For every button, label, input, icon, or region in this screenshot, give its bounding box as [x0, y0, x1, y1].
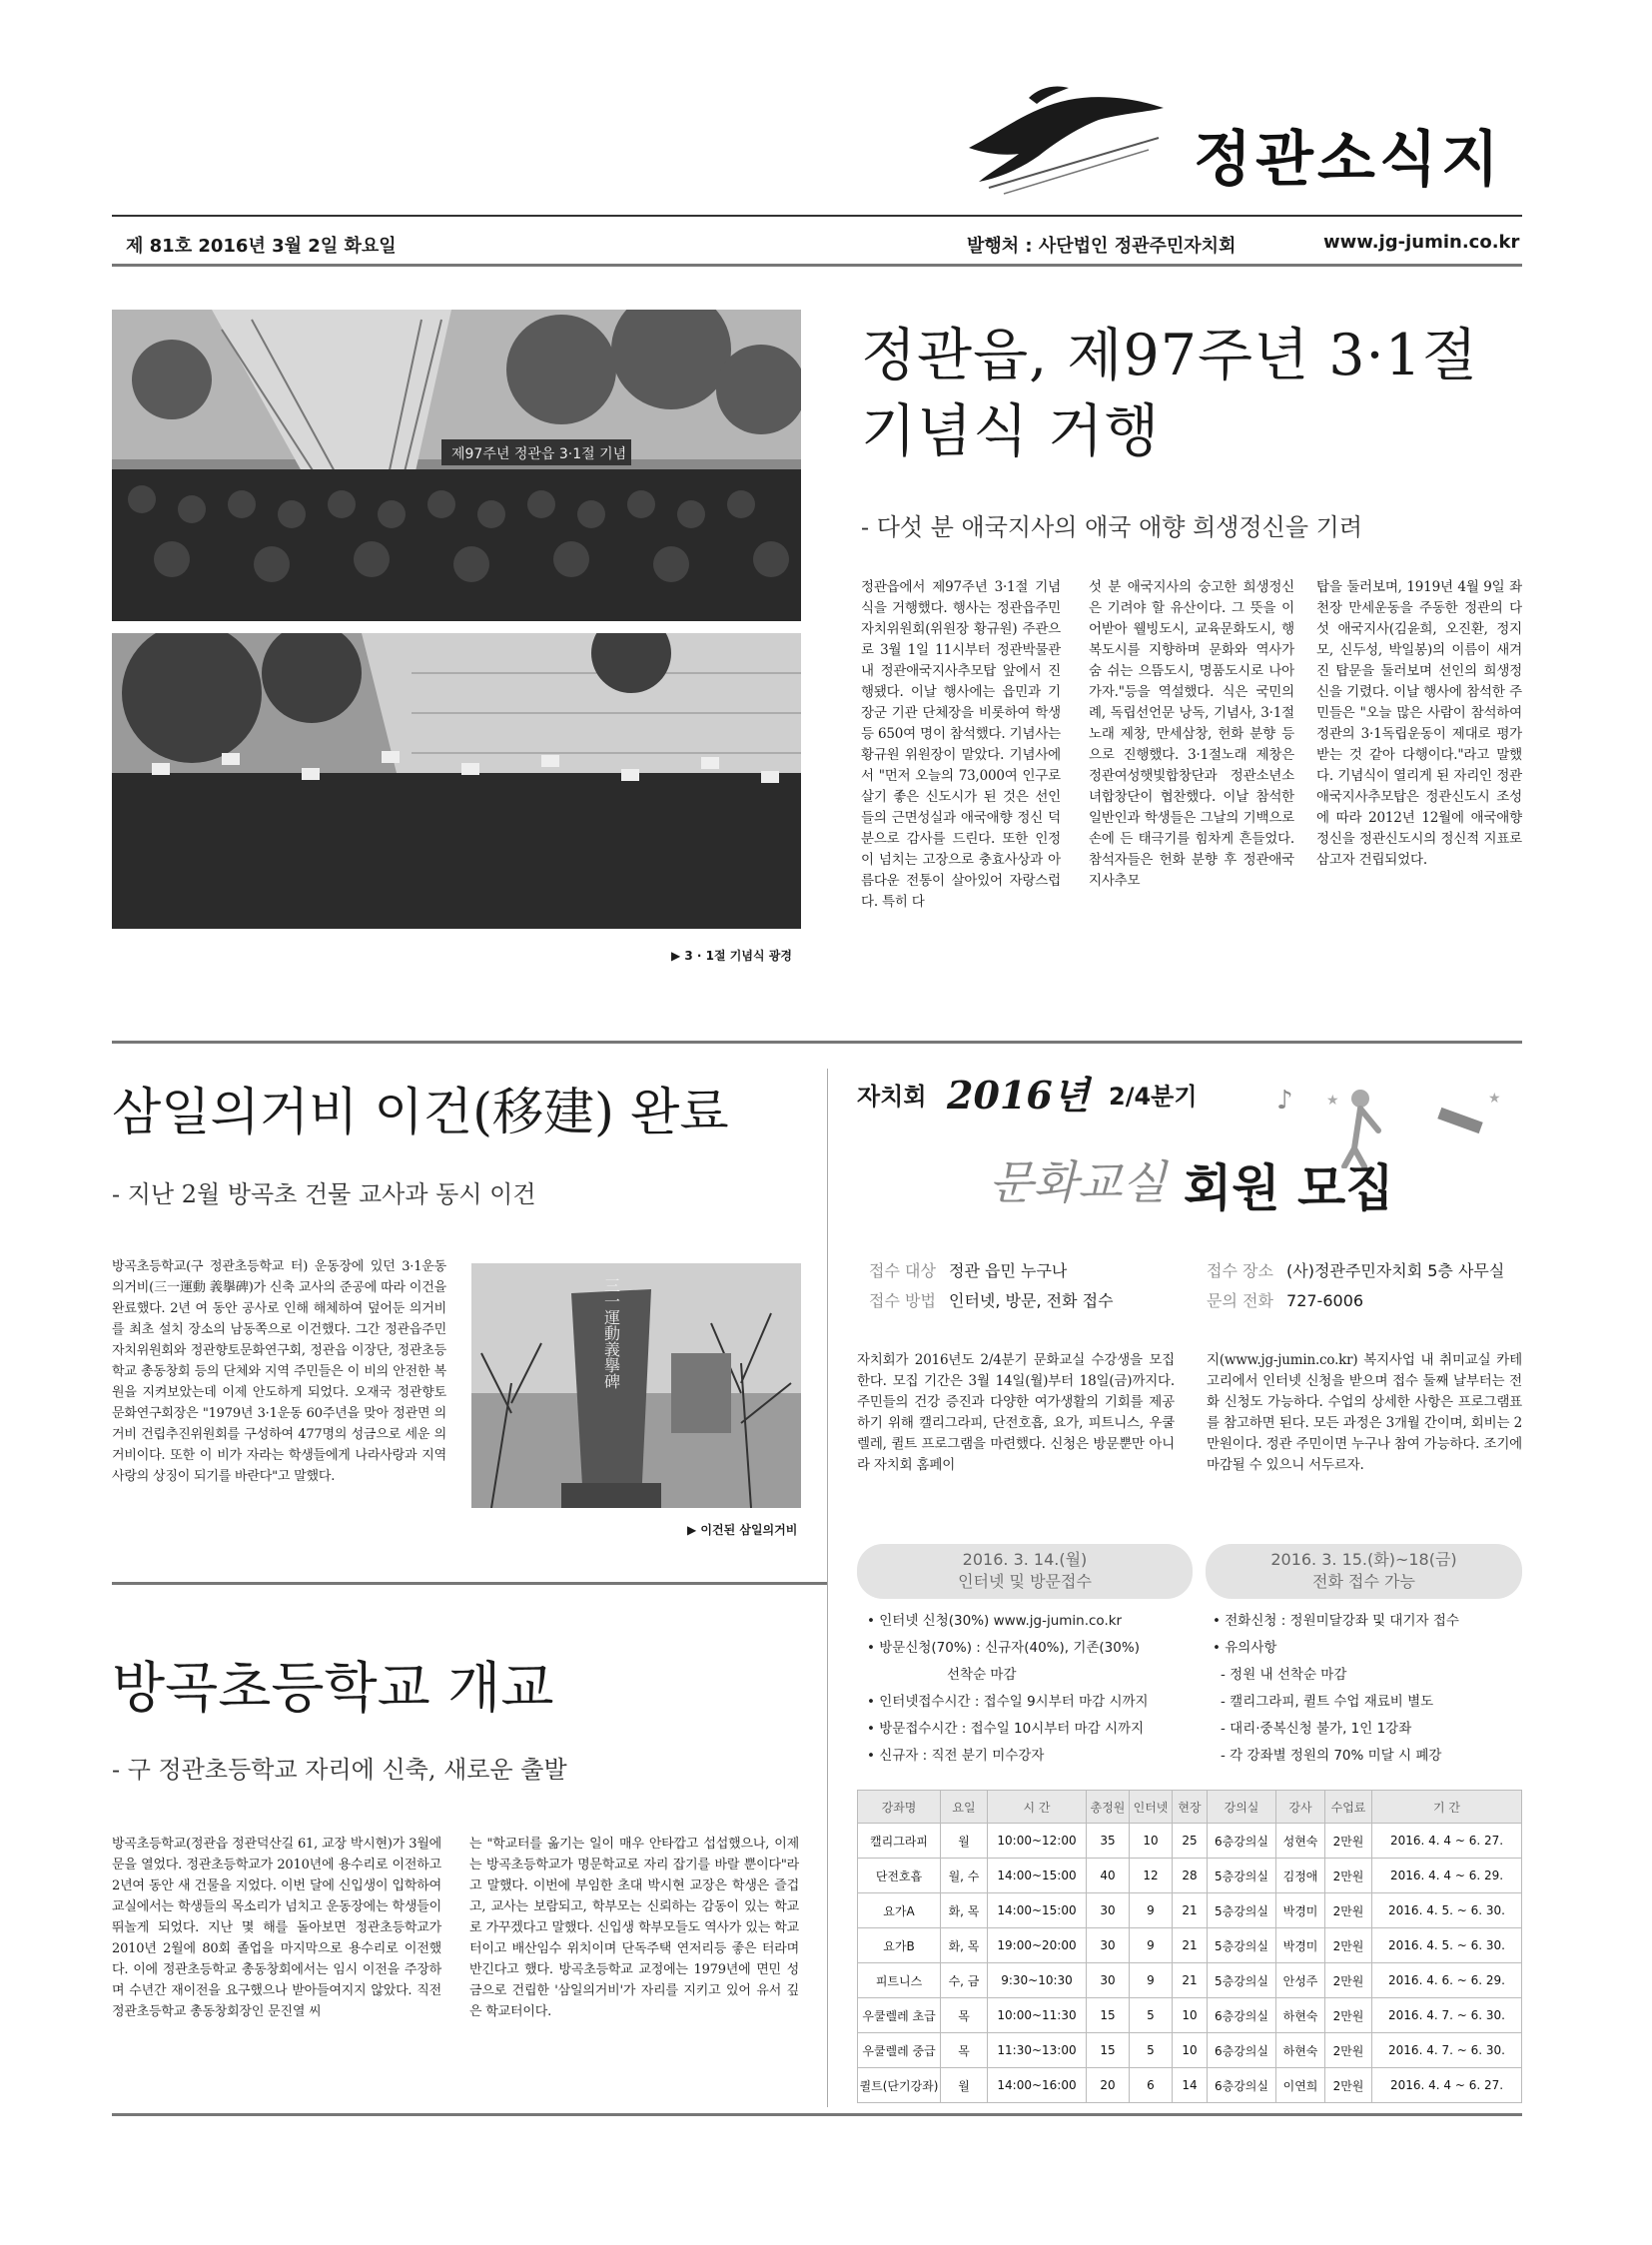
table-row: 요가B 화, 목 19:00~20:00 30 9 21 5층강의실 박경미 2만원 2016. 4. 5. ~ 6. 30.: [858, 1928, 1522, 1963]
article1-column-1: 정관읍에서 제97주년 3·1절 기념식을 거행했다. 행사는 정관읍주민자치위원회(위원장 황규원) 주관으로 3월 1일 11시부터 정관박물관 내 정관애국지사추모탑 앞에서 진행됐다. 이날 행사에는 읍민과 기장군 기관 단체장을 비롯하여 학생 등 650여 명이 참석했다. 기념사는 황규원 위원장이 맡았다. 기념사에서 "먼저 오늘의 73,000여 인구로 살기 좋은 신도시가 된 것은 선인들의 근면성실과 애국애향 정신 덕분으로 감사를 드린다. 또한 인정이 넘치는 고장으로 충효사상과 아름다운 전통이 살아있어 자랑스럽다. 특히 다: [861, 579, 1061, 910]
table-row: 캘리그라피 월 10:00~12:00 35 10 25 6층강의실 성현숙 2만원 2016. 4. 4 ~ 6. 27.: [858, 1824, 1522, 1859]
monument-photo: [471, 1263, 801, 1508]
svg-text:♪: ♪: [1276, 1086, 1293, 1116]
info-value-place: (사)정관주민자치회 5층 사무실: [1286, 1261, 1505, 1280]
svg-text:三一運動義擧碑: 三一運動義擧碑: [601, 1277, 621, 1389]
info-label-place: 접수 장소: [1207, 1261, 1273, 1280]
article1-column-3: 탑을 둘러보며, 1919년 4월 9일 좌천장 만세운동을 주동한 정관의 다섯 애국지사(김윤희, 오진환, 정지모, 신두성, 박일봉)의 이름이 새겨진 탑문을 둘러보며 선인의 희생정신을 기렸다. 이날 행사에 참석한 주민들은 "오늘 많은 사람이 참석하여 정관의 3·1독립운동이 제대로 평가받는 것 같아 다행이다."라고 말했다. 기념식이 열리게 된 자리인 정관애국지사추모탑은 정관신도시 조성에 따라 2012년 12월에 애국애향 정신을 정관신도시의 정신적 지표로 삼고자 건립되었다.: [1316, 579, 1522, 868]
culture-year: 2016년: [947, 1073, 1090, 1118]
article3-column-1: 방곡초등학교(정관읍 정관덕산길 61, 교장 박시현)가 3월에 문을 열었다. 정관초등학교가 2010년에 용수리로 이전하고 2년여 동안 새 건물을 지었다. 이번 달에 신입생이 입학하여 교실에서는 학생들의 목소리가 넘치고 운동장에는 학생들이 뛰놀게 되었다. 지난 몇 해를 돌아보면 정관초등학교가 2010년 2월에 80회 졸업을 마지막으로 용수리로 이전했다. 이에 정관초등학교 총동창회에서는 임시 이전을 주장하며 수년간 재이전을 요구했으나 받아들여지지 않았다. 직전 정관초등학교 총동창회장인 문진열 씨: [112, 1837, 441, 2019]
schedule-header-row: 강좌명 요일 시 간 총정원 인터넷 현장 강의실 강사 수업료 기 간: [858, 1791, 1522, 1824]
culture-quarter: 2/4분기: [1109, 1083, 1198, 1111]
masthead-bottom-rule: [112, 264, 1522, 267]
culture-eyebrow: 자치회: [857, 1083, 927, 1111]
bullets-left: • 인터넷 신청(30%) www.jg-jumin.co.kr • 방문신청(70%) : 신규자(40%), 기존(30%) 선착순 마감 • 인터넷접수시간 : 접수일 9시부터 마감 시까지 • 방문접수시간 : 접수일 10시부터 마감 시까지 • 신규자 : 직전 분기 미수강자: [867, 1613, 1149, 1764]
info-value-method: 인터넷, 방문, 전화 접수: [949, 1291, 1114, 1310]
masthead-top-rule: [112, 215, 1522, 217]
article2-headline: 삼일의거비 이건(移建) 완료: [112, 1084, 729, 1142]
svg-text:제97주년 정관읍 3·1절 기념: 제97주년 정관읍 3·1절 기념: [451, 446, 627, 462]
svg-text:★: ★: [1488, 1091, 1501, 1107]
table-row: 피트니스 수, 금 9:30~10:30 30 9 21 5층강의실 안성주 2만원 2016. 4. 6. ~ 6. 29.: [858, 1963, 1522, 1998]
info-label-method: 접수 방법: [869, 1291, 936, 1310]
website-link[interactable]: www.jg-jumin.co.kr: [1323, 232, 1520, 253]
bullets-right: • 전화신청 : 정원미달강좌 및 대기자 접수 • 유의사항 - 정원 내 선착순 마감 - 캘리그라피, 퀼트 수업 재료비 별도 - 대리·중복신청 불가, 1인 1강좌 - 각 강좌별 정원의 70% 미달 시 폐강: [1213, 1613, 1459, 1764]
table-row: 단전호흡 월, 수 14:00~15:00 40 12 28 5층강의실 김정애 2만원 2016. 4. 4 ~ 6. 29.: [858, 1859, 1522, 1893]
masthead: [0, 0, 1652, 257]
info-value-target: 정관 읍민 누구나: [949, 1261, 1068, 1280]
publisher-info: 발행처 : 사단법인 정관주민자치회: [967, 236, 1237, 257]
culture-script-title: 문화교실: [989, 1155, 1167, 1209]
pill-phone: 2016. 3. 15.(화)~18(금) 전화 접수 가능: [1206, 1544, 1522, 1599]
logo-title: 정관소식지: [1194, 125, 1503, 195]
pill-internet-visit: 2016. 3. 14.(월) 인터넷 및 방문접수: [857, 1544, 1193, 1599]
brush-stroke-logo: [959, 78, 1179, 198]
ceremony-photo-caption: ▶ 3 · 1절 기념식 광경: [671, 949, 792, 963]
culture-title: 회원 모집: [1184, 1159, 1394, 1217]
footer-rule: [112, 2113, 1522, 2116]
schedule-table: [857, 1790, 1522, 2103]
culture-body-right: 지(www.jg-jumin.co.kr) 복지사업 내 취미교실 카테고리에서 인터넷 신청을 받으며 접수 둘째 날부터는 전화 신청도 가능하다. 수업의 상세한 사항은 프로그램표를 참고하면 된다. 모든 과정은 3개월 간이며, 회비는 2만원이다. 정관 주민이면 누구나 참여 가능하다. 조기에 마감될 수 있으니 서두르자.: [1207, 1352, 1522, 1473]
article2-body: 방곡초등학교(구 정관초등학교 터) 운동장에 있던 3·1운동 의거비(三一運動 義擧碑)가 신축 교사의 준공에 따라 이건을 완료했다. 2년 여 동안 공사로 인해 해체하여 덮어둔 의거비를 최초 설치 장소의 남동쪽으로 이건했다. 그간 정관읍주민자치위원회와 정관향토문화연구회, 정관읍 이장단, 정관초등학교 총동창회 등의 단체와 지역 주민들은 이 비의 안전한 복원을 지켜보았는데 이제 안도하게 되었다. 오재국 정관향토문화연구회장은 "1979년 3·1운동 60주년을 맞아 정관면 의거비 건립추진위원회를 구성하여 477명의 성금으로 세운 의거비이다. 또한 이 비가 자라는 학생들에게 나라사랑과 지역사랑의 상징이 되기를 바란다"고 말했다.: [112, 1259, 446, 1484]
ceremony-photo-bottom: [112, 633, 801, 929]
table-row: 퀼트(단기강좌) 월 14:00~16:00 20 6 14 6층강의실 이연희 2만원 2016. 4. 4 ~ 6. 27.: [858, 2068, 1522, 2103]
monument-photo-caption: ▶ 이건된 삼일의거비: [687, 1523, 798, 1537]
article1-subhead: - 다섯 분 애국지사의 애국 애향 희생정신을 기려: [861, 513, 1363, 541]
ceremony-photo-top: [112, 310, 801, 621]
article3-column-2: 는 "학교터를 옮기는 일이 매우 안타깝고 섭섭했으나, 이제는 방곡초등학교가 명문학교로 자리 잡기를 바랄 뿐이다"라고 말했다. 이번에 부임한 초대 박시현 교장은 학생은 즐겁고, 교사는 보람되고, 학부모는 신뢰하는 감동이 있는 학교로 가꾸겠다고 말했다. 신입생 학부모들도 역사가 있는 학교터이고 배산임수 위치이며 단독주택 연저리등 좋은 터라며 반긴다고 했다. 방곡초등학교 교정에는 1979년에 면민 성금으로 건립한 '삼일의거비'가 자리를 지키고 있어 유서 깊은 학교터이다.: [469, 1837, 799, 2019]
issue-info: 제 81호 2016년 3월 2일 화요일: [126, 236, 397, 257]
section-divider-1: [112, 1041, 1522, 1044]
article1-column-2: 섯 분 애국지사의 숭고한 희생정신은 기려야 할 유산이다. 그 뜻을 이어받아 웰빙도시, 교육문화도시, 행복도시를 지향하며 문화와 역사가 숨 쉬는 으뜸도시, 명품도시로 나아가자."등을 역설했다. 식은 국민의례, 독립선언문 낭독, 기념사, 3·1절 노래 제창, 만세삼창, 헌화 분향 등으로 진행했다. 3·1절노래 제창은 정관여성햇빛합창단과 정관소년소녀합창단이 협찬했다. 이날 참석한 일반인과 학생들은 그날의 기백으로 손에 든 태극기를 힘차게 흔들었다. 참석자들은 헌화 분향 후 정관애국지사추모: [1089, 579, 1294, 889]
info-label-target: 접수 대상: [869, 1261, 936, 1280]
culture-body-left: 자치회가 2016년도 2/4분기 문화교실 수강생을 모집한다. 모집 기간은 3월 14일(월)부터 18일(금)까지다. 주민들의 건강 증진과 다양한 여가생활의 기회를 제공하기 위해 캘리그라피, 단전호흡, 요가, 피트니스, 우쿨렐레, 퀼트 프로그램을 마련했다. 신청은 방문뿐만 아니라 자치회 홈페이: [857, 1352, 1175, 1473]
table-row: 우쿨렐레 초급 목 10:00~11:30 15 5 10 6층강의실 하현숙 2만원 2016. 4. 7. ~ 6. 30.: [858, 1998, 1522, 2033]
article3-headline: 방곡초등학교 개교: [112, 1656, 554, 1720]
svg-text:★: ★: [1326, 1093, 1339, 1109]
table-row: 우쿨렐레 중급 목 11:30~13:00 15 5 10 6층강의실 하현숙 2만원 2016. 4. 7. ~ 6. 30.: [858, 2033, 1522, 2068]
article3-subhead: - 구 정관초등학교 자리에 신축, 새로운 출발: [112, 1756, 567, 1784]
info-value-phone: 727-6006: [1286, 1291, 1364, 1310]
table-row: 요가A 화, 목 14:00~15:00 30 9 21 5층강의실 박경미 2만원 2016. 4. 5. ~ 6. 30.: [858, 1893, 1522, 1928]
info-label-phone: 문의 전화: [1207, 1291, 1273, 1310]
article1-headline: 정관읍, 제97주년 3·1절 기념식 거행: [861, 323, 1478, 464]
column-vertical-divider: [827, 1069, 828, 2107]
section-divider-2: [112, 1582, 827, 1585]
article2-subhead: - 지난 2월 방곡초 건물 교사과 동시 이건: [112, 1180, 536, 1208]
